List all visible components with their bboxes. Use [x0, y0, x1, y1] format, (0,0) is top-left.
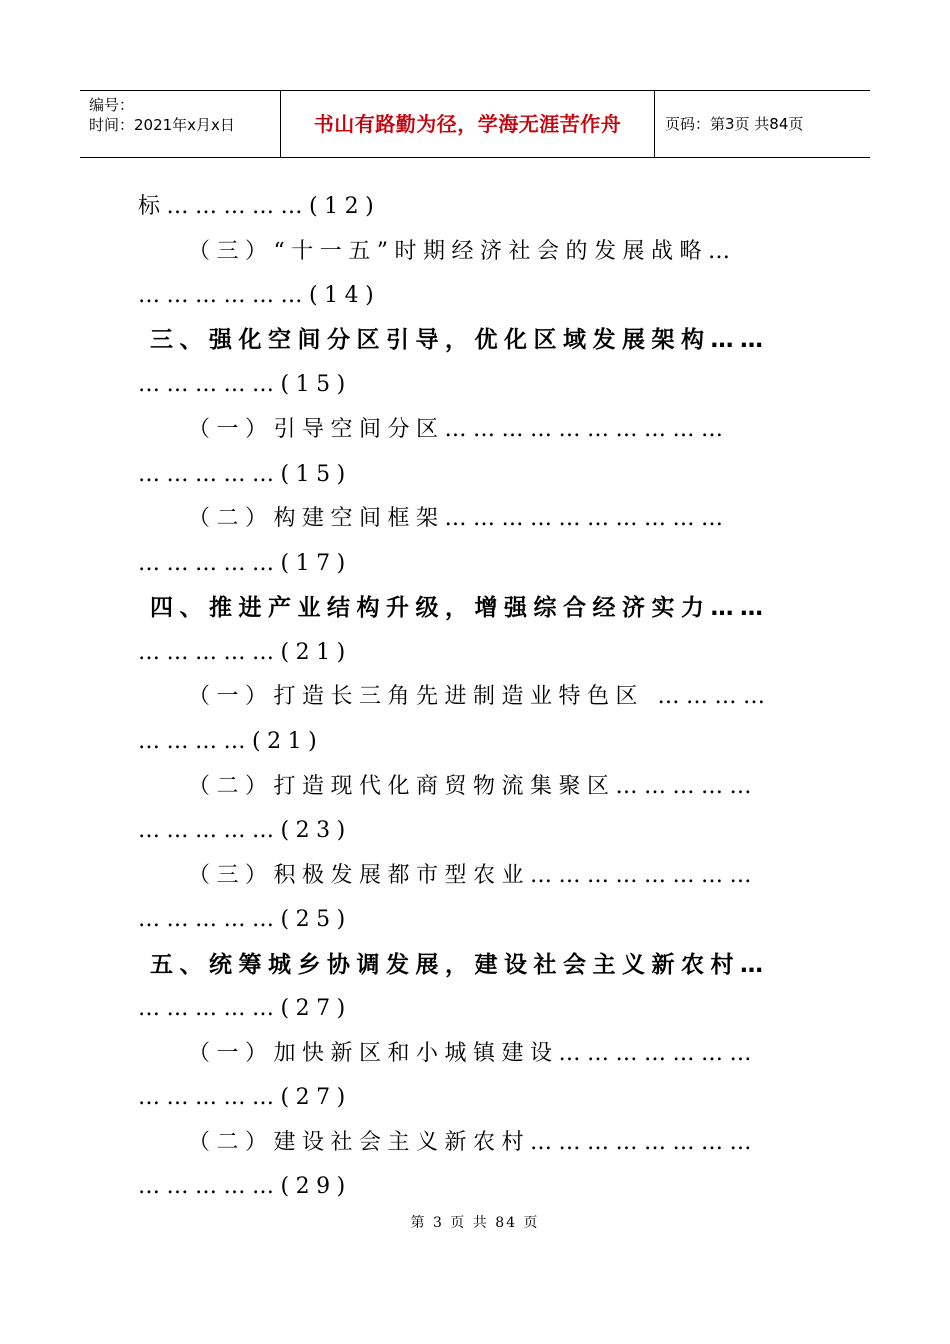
- toc-line: ……………(25): [138, 907, 352, 932]
- toc-line: （一）引导空间分区…………………………: [188, 417, 730, 442]
- toc-line: ……………(15): [138, 372, 352, 397]
- toc-line: （三）“十一五”时期经济社会的发展战略…: [188, 239, 737, 264]
- toc-line: ……………(23): [138, 818, 352, 843]
- toc-chapter-heading: 五、统筹城乡协调发展，建设社会主义新农村…: [150, 952, 770, 978]
- toc-line: 标……………(12): [138, 194, 381, 219]
- time-label: 时间：2021年x月x日: [89, 116, 235, 134]
- toc-line: …………(21): [138, 729, 324, 754]
- toc-line: ……………(15): [138, 462, 352, 487]
- header-page-info: 页码：第3页 共84页: [665, 115, 804, 133]
- page-footer-number: 第 3 页 共 84 页: [410, 1215, 540, 1231]
- toc-line: ……………(27): [138, 1085, 352, 1110]
- toc-line: （二）构建空间框架…………………………: [188, 506, 730, 531]
- toc-line: （三）积极发展都市型农业……………………: [188, 863, 759, 888]
- toc-line: ……………(21): [138, 640, 352, 665]
- serial-number-label: 编号：: [89, 96, 135, 114]
- toc-line: （一）打造长三角先进制造业特色区 …………: [188, 684, 772, 709]
- header-motto: 书山有路勤为径，学海无涯苦作舟: [281, 91, 655, 157]
- toc-line: ………………(14): [138, 283, 381, 308]
- header-meta-cell: [80, 91, 281, 157]
- toc-line: （二）建设社会主义新农村……………………: [188, 1130, 759, 1155]
- toc-chapter-heading: 三、强化空间分区引导，优化区域发展架构……: [150, 327, 770, 353]
- toc-line: ……………(17): [138, 551, 352, 576]
- toc-line: ……………(29): [138, 1174, 352, 1199]
- toc-chapter-heading: 四、推进产业结构升级，增强综合经济实力……: [150, 595, 770, 621]
- toc-line: ……………(27): [138, 996, 352, 1021]
- toc-line: （二）打造现代化商贸物流集聚区……………: [188, 774, 759, 799]
- toc-line: （一）加快新区和小城镇建设…………………: [188, 1041, 759, 1066]
- document-header: [80, 90, 870, 158]
